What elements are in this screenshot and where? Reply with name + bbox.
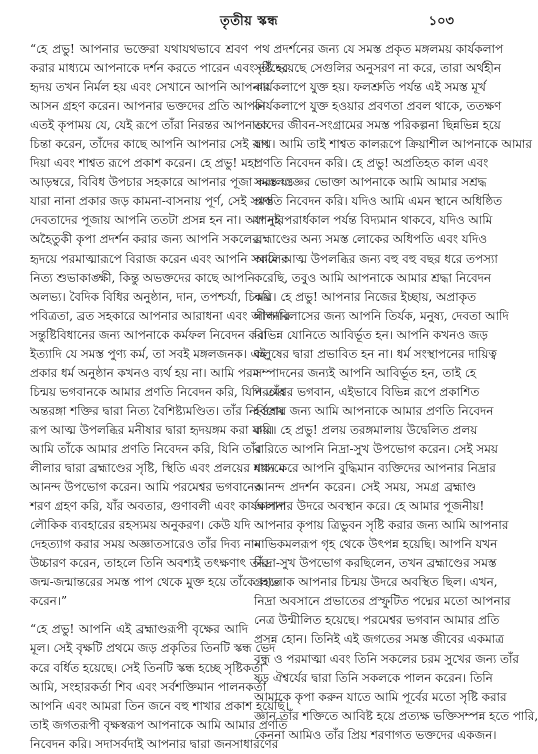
text-line: হওয়ার জন্য আমি আপনাকে আমার প্রণতি নিবেদন xyxy=(254,403,494,418)
text-line: যারা নানা প্রকার জড় কামনা-বাসনায় পূর্ণ, সেই সমস্ত xyxy=(30,194,274,209)
text-line: আমি আত্ম উপলব্ধির জন্য বহু বহু বছর ধরে তপস্যা xyxy=(254,251,498,266)
text-line: নেত্র উন্মীলিত হয়েছে। পরমেশ্বর ভগবান আমার প্রতি xyxy=(254,613,500,628)
text-line: আনন্দ প্রদর্শন করেন। সেই সময়, সমগ্র ব্রহ্মাণ্ড xyxy=(254,480,476,495)
text-line: শয়ন করে আপনি বুদ্ধিমান ব্যক্তিদের আপনার নিদ্রার xyxy=(254,461,496,476)
text-line: ইত্যাদি যে সমস্ত পুণ্য কর্ম, তা সবই মঙ্গলজনক। এই xyxy=(30,346,266,361)
text-line: নাভিকমলরূপ গৃহ থেকে উৎপন্ন হয়েছি। আপনি যখন xyxy=(254,537,498,552)
text-line: উচ্চারণ করেন, তাহলে তিনি অবশ্যই তৎক্ষণাৎ তাঁর xyxy=(30,556,269,571)
left-text-column xyxy=(30,40,294,754)
text-line: আসন গ্রহণ করেন। আপনার ভক্তদের প্রতি আপনি xyxy=(30,99,266,114)
text-line: করি। হে প্রভু! আপনার নিজের ইচ্ছায়, অপ্রাকৃত xyxy=(254,289,476,304)
text-line: পথ প্রদর্শনের জন্য যে সমস্ত প্রকৃত মঙ্গলময় কার্যকলাপ xyxy=(254,42,504,56)
text-line: নিদ্রা-সুখ উপভোগ করছিলেন, তখন ব্রহ্মাণ্ডের সমস্ত xyxy=(254,556,497,571)
text-line: বন্ধু ও পরমাত্মা এবং তিনি সকলের চরম সুখের জন্য তাঁর xyxy=(254,651,519,666)
text-line: চিন্ময় ভগবানকে আমার প্রণতি নিবেদন করি, যিনি তাঁর xyxy=(30,384,285,399)
text-line: অন্তরঙ্গা শক্তির দ্বারা নিত্য বৈশিষ্ট্যমণ্ডিত। তাঁর নির্বিশেষ xyxy=(30,403,285,418)
text-line: অলভ্য। বৈদিক বিধির অনুষ্ঠান, দান, তপশ্চর্যা, চিন্ময় xyxy=(30,289,271,304)
text-line: কেননা আমিও তাঁর প্রিয় শরণাগত ভক্তদের একজন। xyxy=(254,727,497,742)
text-line: দেবতাদের পূজায় আপনি ততটা প্রসন্ন হন না। আপনার xyxy=(30,213,285,228)
text-line: গ্রহলোক আপনার চিন্ময় উদরে অবস্থিত ছিল। এখন, xyxy=(254,575,498,590)
text-line: শরণ গ্রহণ করি, যাঁর অবতার, গুণাবলী এবং কার্যকলাপ xyxy=(30,499,287,514)
text-line: ব্রহ্মাণ্ডের অন্য সমস্ত লোকের অধিপতি এবং যদিও xyxy=(254,232,488,247)
text-line: পবিত্রতা, ব্রত সহকারে আপনার আরাধনা এবং আপনার xyxy=(30,308,291,323)
text-line: জ্ঞান তাঁর শক্তিতে আবিষ্ট হয়ে প্রত্যক্ষ ভক্তিসম্পন্ন হতে পারি, xyxy=(254,708,538,723)
text-line: প্রণতি নিবেদন করি। যদিও আমি এমন স্থানে অধিষ্ঠিত xyxy=(254,194,503,209)
text-line: “হে প্রভু! আপনি এই ব্রহ্মাণ্ডরূপী বৃক্ষের আদি xyxy=(30,622,248,637)
text-line: “হে প্রভু! আপনার ভক্তেরা যথাযথভাবে শ্রবণ xyxy=(30,42,248,56)
text-line: রূপ আত্ম উপলব্ধির মনীষার দ্বারা হৃদয়ঙ্গম করা যায়। xyxy=(30,422,274,437)
text-line: কার্যকলাপে যুক্ত হয়। ফলশ্রুতি পর্যন্ত এই সমস্ত মূর্খ xyxy=(254,80,486,95)
text-line: দেহত্যাগ করার সময় অজ্ঞাতসারেও তাঁর দিব্য নাম xyxy=(30,537,262,552)
text-line: জন্ম-জন্মান্তরের সমস্ত পাপ থেকে মুক্ত হয়ে তাঁকে লাভ xyxy=(30,575,281,590)
text-line: লীলাবিলাসের জন্য আপনি তির্যক, মনুষ্য, দেবতা আদি xyxy=(254,308,509,323)
text-line: আড়ম্বরে, বিবিধ উপচার সহকারে আপনার পূজা করলেও xyxy=(30,175,294,190)
text-line: করার মাধ্যমে আপনাকে দর্শন করতে পারেন এবং তাঁদের xyxy=(30,61,289,76)
page-number: ১০৩ xyxy=(428,14,454,29)
paragraph-gap xyxy=(30,611,248,620)
chapter-heading: তৃতীয় স্কন্ধ xyxy=(219,14,279,29)
text-line: অহৈতুকী কৃপা প্রদর্শন করার জন্য আপনি সকলের xyxy=(30,232,259,247)
text-line: লৌকিক ব্যবহারের রহস্যময় অনুকরণ। কেউ যদি xyxy=(30,518,251,533)
text-line: ষড় ঐশ্বর্যের দ্বারা তিনি সকলকে পালন করেন। তিনি xyxy=(254,670,493,685)
text-line: তাই জগতরূপী বৃক্ষস্বরূপ আপনাকে আমি আমার প্রণতি xyxy=(30,717,288,732)
text-line: হৃদয়ে পরমাত্মারূপে বিরাজ করেন এবং আপনি সকলের xyxy=(30,251,288,266)
text-line: আমি তাঁকে আমার প্রণতি নিবেদন করি, যিনি তাঁর xyxy=(30,441,262,456)
text-line: প্রসন্ন হোন। তিনিই এই জগতের সমস্ত জীবের একমাত্র xyxy=(254,632,504,647)
running-header xyxy=(0,6,498,29)
text-line: কার্যকলাপে যুক্ত হওয়ার প্রবণতা প্রবল থাকে, ততক্ষণ xyxy=(254,99,502,114)
text-line: সমস্ত যজ্ঞের ভোক্তা আপনাকে আমি আমার সশ্রদ্ধ xyxy=(254,175,487,190)
text-line: যা দুই পরার্ধকাল পর্যন্ত বিদ্যমান থাকবে, যদিও আমি xyxy=(254,213,493,228)
right-text-column xyxy=(254,40,538,745)
text-line: নিত্য শুভাকাঙ্ক্ষী, কিন্তু অভক্তদের কাছে আপনি xyxy=(30,270,255,285)
text-line: নিবেদন করি। সদাসর্বদাই আপনার দ্বারা জনসাধারণের xyxy=(30,736,279,751)
text-line: দিয়া এবং শাশ্বত রূপে প্রকাশ করেন। হে প্রভু! মহা xyxy=(30,156,258,171)
text-line: আমি, সংহারকর্তা শিব এবং সর্বশক্তিমান পালনকর্তা xyxy=(30,679,267,694)
text-line: পরমেশ্বর ভগবান, এইভাবে বিভিন্ন রূপে প্রকাশিত xyxy=(254,384,480,399)
text-line: বারিতে আপনি নিদ্রা-সুখ উপভোগ করেন। সেই সময় xyxy=(254,441,498,456)
text-line: আপনার উদরে অবস্থান করে। হে আমার পূজনীয়! xyxy=(254,499,485,514)
text-line: আপনি এবং আমরা তিন জনে বহু শাখার প্রকাশ হয়েছি। xyxy=(30,698,289,713)
text-line: লীলার দ্বারা ব্রহ্মাণ্ডের সৃষ্টি, স্থিতি এবং প্রলয়ের মাধ্যমে xyxy=(30,461,286,476)
text-line: করি। হে প্রভু! প্রলয় তরঙ্গমালায় উদ্বেলিত প্রলয় xyxy=(254,422,478,437)
text-line: সন্তুষ্টিবিধানের জন্য আপনাকে কর্মফল নিবেদন করা xyxy=(30,327,267,342)
text-line: বিভিন্ন যোনিতে আবির্ভূত হন। আপনি কখনও জড় xyxy=(254,327,488,342)
text-line: আনন্দ উপভোগ করেন। আমি পরমেশ্বর ভগবানের xyxy=(30,480,261,495)
text-line: চিন্তা করেন, তাঁদের কাছে আপনি আপনার সেই রূপ xyxy=(30,137,270,152)
text-line: তাদের জীবন-সংগ্রামের সমস্ত পরিকল্পনা ছিন্নভিন্ন হয়ে xyxy=(254,118,501,133)
text-line: আমাকে কৃপা করুন যাতে আমি পূর্বের মতো সৃষ্টি করার xyxy=(254,689,507,704)
text-line: প্রণতি নিবেদন করি। হে প্রভু! অপ্রতিহত কাল এবং xyxy=(254,156,489,171)
text-line: করে বর্ধিত হয়েছে। সেই তিনটি স্কন্ধ হচ্ছে সৃষ্টিকর্তা xyxy=(30,660,264,675)
text-line: সৃষ্টি হয়েছে সেগুলির অনুসরণ না করে, তারা অর্থহীন xyxy=(254,61,501,76)
text-line: করেন।” xyxy=(30,594,68,609)
text-line: সম্পাদনের জন্যই আপনি আবির্ভূত হন, তাই হে xyxy=(254,365,476,380)
text-line: আপনার কৃপায় ত্রিভুবন সৃষ্টি করার জন্য আমি আপনার xyxy=(254,518,509,533)
text-line: মূল। সেই বৃক্ষটি প্রথমে জড় প্রকৃতির তিনটি স্কন্ধ ভেদ xyxy=(30,641,276,656)
text-line: কলুষের দ্বারা প্রভাবিত হন না। ধর্ম সংস্থাপনের দায়িত্ব xyxy=(254,346,497,361)
text-line: হৃদয় তখন নির্মল হয় এবং সেখানে আপনি আপনার xyxy=(30,80,270,95)
text-line: করেছি, তবুও আমি আপনাকে আমার শ্রদ্ধা নিবেদন xyxy=(254,270,491,285)
text-line: প্রকার ধর্ম অনুষ্ঠান কখনও ব্যর্থ হয় না। আমি পরম xyxy=(30,365,260,380)
text-line: যায়। আমি তাই শাশ্বত কালরূপে ক্রিয়াশীল আপনাকে আমার xyxy=(254,137,532,152)
text-line: এতই কৃপাময় যে, যেই রূপে তাঁরা নিরন্তর আপনাকে xyxy=(30,118,269,133)
text-line: নিদ্রা অবসানে প্রভাতের প্রস্ফুটিত পদ্মের মতো আপনার xyxy=(254,594,511,609)
